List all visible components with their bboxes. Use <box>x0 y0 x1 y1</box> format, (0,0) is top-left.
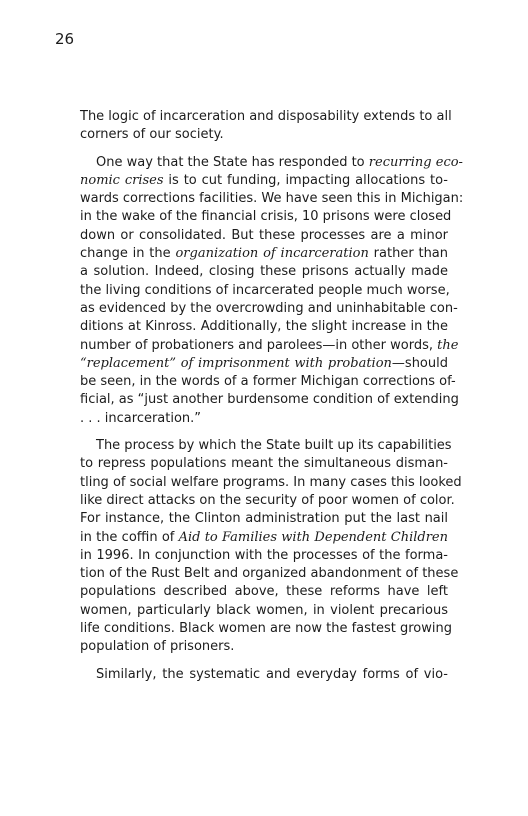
text-line <box>80 208 452 226</box>
text-line <box>80 126 448 144</box>
text-line <box>80 510 448 528</box>
text-line <box>80 620 452 638</box>
text-run: life conditions. Black women are now the fastest growing <box>80 621 452 637</box>
italic-text: nomic crises <box>80 172 164 188</box>
text-line <box>80 474 462 492</box>
text-run: wards corrections facilities. We have seen this in Michigan: <box>80 191 464 207</box>
text-run: like direct attacks on the security of poor women of color. <box>80 492 455 508</box>
text-run: The logic of incarceration and disposability extends to all <box>80 109 452 124</box>
italic-text: organization of incarceration <box>175 246 369 262</box>
text-line <box>80 437 452 455</box>
text-run: as evidenced by the overcrowding and uninhabitable con- <box>80 300 458 316</box>
text-line <box>80 227 448 245</box>
text-line <box>80 154 463 172</box>
text-run: population of prisoners. <box>80 639 235 655</box>
text-run: in the wake of the financial crisis, 10 prisons were closed <box>80 209 452 225</box>
text-run: tling of social welfare programs. In many cases this looked <box>80 474 462 490</box>
text-run: in 1996. In conjunction with the processes of the forma- <box>80 547 448 563</box>
text-line <box>80 583 448 601</box>
text-line <box>80 108 452 126</box>
text-run: rather than <box>368 246 449 262</box>
text-run: The process by which the State built up its capabilities <box>96 438 452 454</box>
paragraph <box>80 108 452 145</box>
text-run: —should <box>391 355 448 371</box>
text-line <box>80 355 448 373</box>
text-run: to repress populations meant the simultaneous disman- <box>80 456 448 472</box>
text-run: populations described above, these reforms have left <box>80 584 448 600</box>
text-run: down or consolidated. But these processes are a minor <box>80 227 448 243</box>
text-run: Similarly, the systematic and everyday forms of vio- <box>96 666 448 682</box>
text-run: in the coffin of <box>80 529 179 545</box>
text-run: a solution. Indeed, closing these prisons actually made <box>80 264 448 280</box>
text-line <box>80 455 448 473</box>
italic-text: “replacement” of imprisonment with probation <box>80 355 392 371</box>
text-run: ficial, as “just another burdensome condition of extending <box>80 392 459 408</box>
italic-text: recurring eco- <box>368 154 463 170</box>
text-line <box>80 282 448 300</box>
text-run: change in the <box>80 246 176 262</box>
paragraph <box>80 437 462 657</box>
text-line <box>80 300 458 318</box>
text-run: corners of our society. <box>80 127 224 143</box>
text-line <box>80 565 459 583</box>
text-line <box>80 492 455 510</box>
italic-text: Aid to Families with Dependent Children <box>178 529 448 545</box>
text-run: the living conditions of incarcerated people much worse, <box>80 282 450 298</box>
text-run: ditions at Kinross. Additionally, the slight increase in the <box>80 319 448 335</box>
text-run: For instance, the Clinton administration put the last nail <box>80 511 448 527</box>
text-run: women, particularly black women, in violent precarious <box>80 602 448 618</box>
text-run: . . . incarceration.” <box>80 410 202 426</box>
text-line <box>80 263 448 281</box>
paragraph <box>80 154 464 428</box>
text-run: tion of the Rust Belt and organized abandonment of these <box>80 566 459 582</box>
text-line <box>80 373 456 391</box>
text-run: be seen, in the words of a former Michigan corrections of- <box>80 374 456 390</box>
italic-text: the <box>437 337 459 353</box>
text-line <box>80 245 448 263</box>
page-number: 26 <box>55 30 75 48</box>
text-line <box>80 318 448 336</box>
text-run: One way that the State has responded to <box>96 154 369 170</box>
text-line <box>80 666 448 684</box>
text-line <box>80 172 448 190</box>
text-line <box>80 529 448 547</box>
text-line <box>80 190 464 208</box>
text-line <box>80 410 448 428</box>
text-run: number of probationers and parolees—in other words, <box>80 337 438 353</box>
text-line <box>80 638 448 656</box>
paragraph <box>80 666 448 684</box>
body-text <box>80 108 464 684</box>
text-line <box>80 602 448 620</box>
text-line <box>80 547 448 565</box>
text-line <box>80 391 459 409</box>
text-run: is to cut funding, impacting allocations to- <box>163 172 448 188</box>
text-line <box>80 337 459 355</box>
